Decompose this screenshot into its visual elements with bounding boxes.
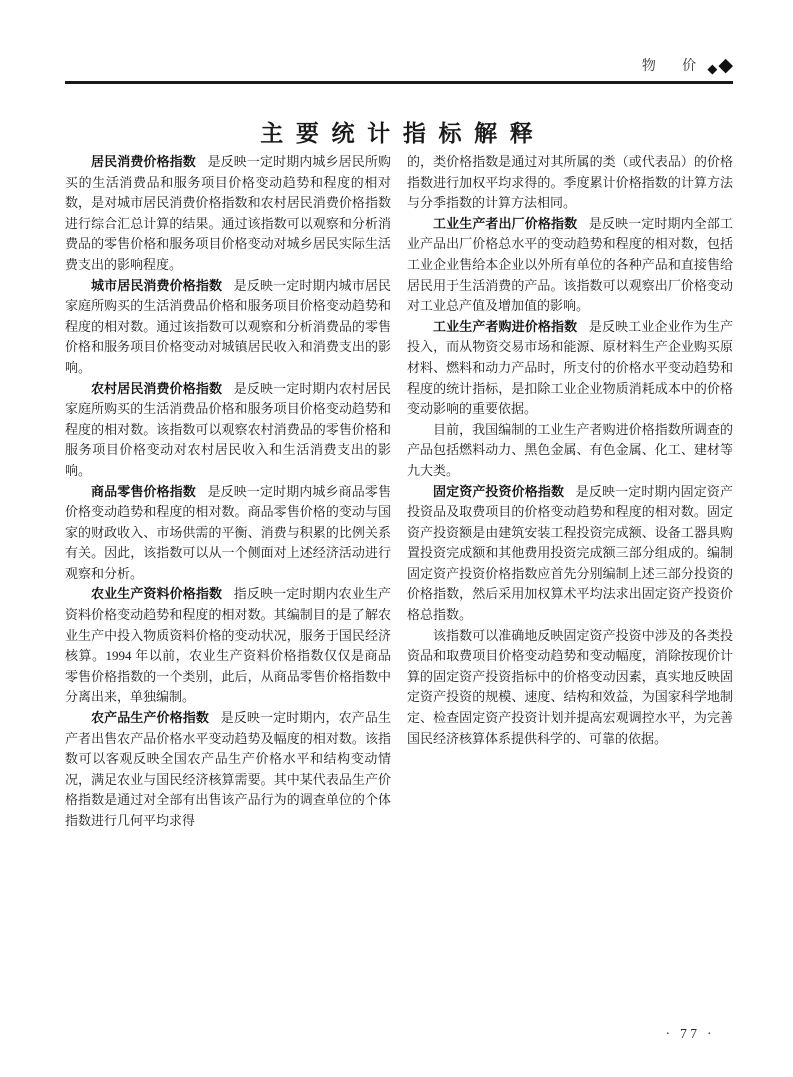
- paragraph: [407, 317, 733, 420]
- indicator-term: 农产品生产价格指数: [91, 710, 209, 726]
- paragraph-text: 是反映工业企业作为生产投入，而从物资交易市场和能源、原材料生产企业购买原材料、燃料和动力产品时，所支付的价格水平变动趋势和程度的统计指标，是扣除工业企业物质消耗成本中的价格变动影响的重要依据。: [407, 318, 733, 417]
- indicator-term: 工业生产者购进价格指数: [433, 318, 578, 334]
- indicator-term: 农业生产资料价格指数: [91, 586, 223, 602]
- paragraph: [65, 708, 391, 832]
- paragraph: [65, 584, 391, 708]
- paragraph: [65, 379, 391, 482]
- paragraph: [407, 214, 733, 317]
- indicator-term: 固定资产投资价格指数: [433, 483, 565, 499]
- diamond-icons: [707, 56, 733, 75]
- paragraph-text: 该指数可以准确地反映固定资产投资中涉及的各类投资品和取费项目价格变动趋势和变动幅度，消除按现价计算的固定资产投资指标中的价格变动因素，真实地反映固定资产投资的规模、速度、结构和效益，为国家科学地制定、检查固定资产投资计划并提高宏观调控水平，为完善国民经济核算体系提供科学的、可靠的依据。: [407, 627, 733, 746]
- indicator-term: 商品零售价格指数: [91, 483, 196, 499]
- paragraph-text: 的，类价格指数是通过对其所属的类（或代表品）的价格指数进行加权平均求得的。季度累计价格指数的计算方法与分季指数的计算方法相同。: [407, 154, 733, 211]
- paragraph: [407, 626, 733, 750]
- page-header: [65, 55, 733, 84]
- paragraph-text: 是反映一定时期内固定资产投资品及取费项目的价格变动趋势和程度的相对数。固定资产投资额是由建筑安装工程投资完成额、设备工器具购置投资完成额和其他费用投资完成额三部分组成的。编制固定资产投资价格指数应首先分别编制上述三部分投资的价格指数，然后采用加权算术平均法求出固定资产投资价格总指数。: [407, 483, 733, 623]
- paragraph-text: 是反映一定时期内，农产品生产者出售农产品价格水平变动趋势及幅度的相对数。该指数可以客观反映全国农产品生产价格水平和结构变动情况，满足农业与国民经济核算需要。其中某代表品生产价格指数是通过对全部有出售该产品行为的调查单位的个体指数进行几何平均求得: [65, 710, 391, 828]
- diamond-large-icon: ◆: [718, 55, 733, 76]
- paragraph-text: 是反映一定时期内城市居民家庭所购买的生活消费品价格和服务项目价格变动趋势和程度的相对数。通过该指数可以观察和分析消费品的零售价格和服务项目价格变动对城镇居民收入和消费支出的影响。: [65, 277, 391, 375]
- paragraph: [65, 152, 391, 276]
- paragraph-text: 是反映一定时期内城乡商品零售价格变动趋势和程度的相对数。商品零售价格的变动与国家的财政收入、市场供需的平衡、消费与积累的比例关系有关。因此，该指数可以从一个侧面对上述经济活动进行观察和分析。: [65, 483, 391, 581]
- paragraph-text: 指反映一定时期内农业生产资料价格变动趋势和程度的相对数。其编制目的是了解农业生产中投入物质资料价格的变动状况，服务于国民经济核算。1994 年以前，农业生产资料价格指数仅仅是商品零售价格指数的一个类别，此后，从商品零售价格指数中分离出来，单独编制。: [65, 586, 391, 705]
- left-column: [65, 152, 391, 832]
- paragraph-text: 是反映一定时期内城乡居民所购买的生活消费品和服务项目价格变动趋势和程度的相对数，是对城市居民消费价格指数和农村居民消费价格指数进行综合汇总计算的结果。通过该指数可以观察和分析消费品的零售价格和服务项目价格变动对城乡居民实际生活费支出的影响程度。: [65, 154, 391, 272]
- right-column: [407, 152, 733, 832]
- section-label: 物 价: [641, 57, 708, 73]
- paragraph-text: 目前，我国编制的工业生产者购进价格指数所调查的产品包括燃料动力、黑色金属、有色金属、化工、建材等九大类。: [407, 421, 733, 478]
- page-title: 主要统计指标解释: [260, 120, 546, 147]
- indicator-term: 农村居民消费价格指数: [91, 380, 223, 396]
- paragraph-text: 是反映一定时期内农村居民家庭所购买的生活消费品价格和服务项目价格变动趋势和程度的相对数。该指数可以观察农村消费品的零售价格和服务项目价格变动对农村居民收入和生活消费支出的影响。: [65, 380, 391, 478]
- indicator-term: 城市居民消费价格指数: [91, 277, 223, 293]
- paragraph: [65, 276, 391, 379]
- paragraph: [65, 482, 391, 585]
- text-columns: [65, 152, 733, 832]
- paragraph: [407, 420, 733, 482]
- paragraph: [407, 482, 733, 626]
- diamond-small-icon: ◆: [707, 61, 718, 76]
- paragraph-text: 是反映一定时期内全部工业产品出厂价格总水平的变动趋势和程度的相对数，包括工业企业售给本企业以外所有单位的各种产品和直接售给居民用于生活消费的产品。该指数可以观察出厂价格变动对工业总产值及增加值的影响。: [407, 215, 733, 314]
- indicator-term: 居民消费价格指数: [91, 154, 196, 169]
- header-rule: [65, 81, 733, 84]
- paragraph: [407, 152, 733, 214]
- page-number: · 77 ·: [665, 1026, 715, 1041]
- indicator-term: 工业生产者出厂价格指数: [433, 215, 578, 231]
